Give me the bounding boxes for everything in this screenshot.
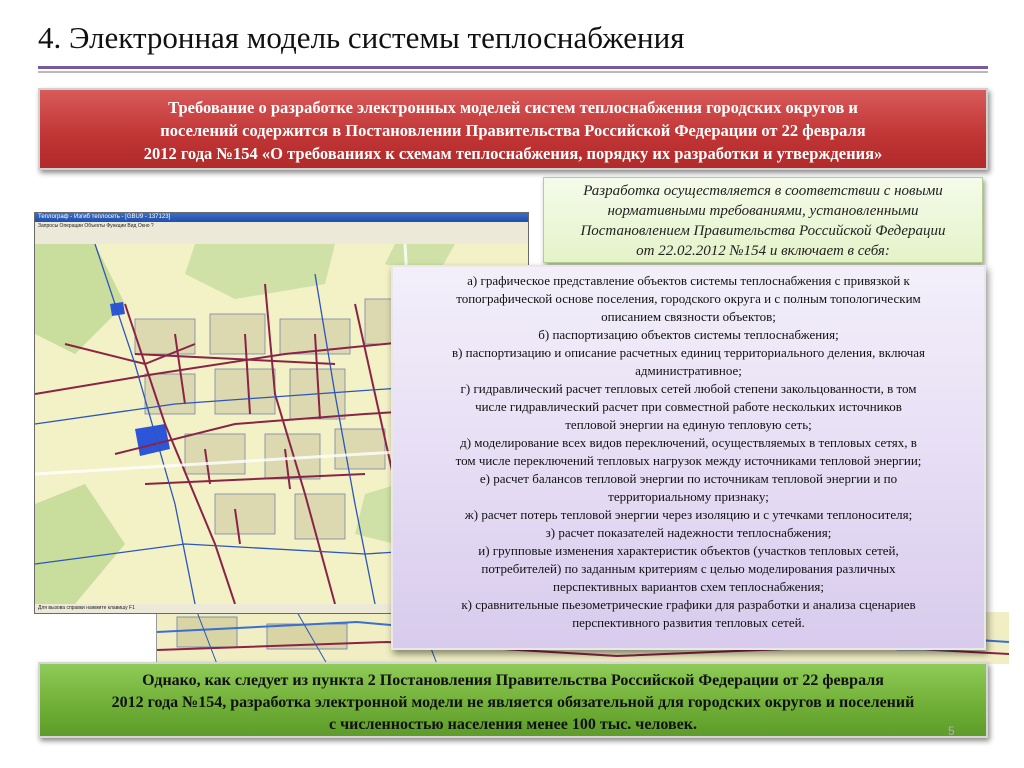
requirement-line: ж) расчет потерь тепловой энергии через изоляцию и с утечками теплоносителя; — [464, 507, 913, 522]
map-window-menubar: Запросы Операции Объекты Функции Вид Окно ? — [35, 222, 528, 230]
requirement-line: перспективных вариантов схем теплоснабжения; — [552, 579, 825, 594]
requirement-line: и) групповые изменения характеристик объектов (участков тепловых сетей, — [478, 543, 899, 558]
map-window-titlebar: Теплограф - Изгиб теплосеть - [GBU9 - 137123] — [35, 213, 528, 222]
conclusion-line-1: Однако, как следует из пункта 2 Постановления Правительства Российской Федерации от 22 февраля — [142, 672, 884, 689]
note-line-4: от 22.02.2012 №154 и включает в себя: — [636, 243, 890, 259]
page-title: 4. Электронная модель системы теплоснабжения — [38, 20, 685, 55]
intro-line-3: 2012 года №154 «О требованиях к схемам теплоснабжения, порядку их разработки и утверждения» — [143, 144, 883, 163]
conclusion-line-3: с численностью населения менее 100 тыс. человек. — [329, 716, 697, 733]
requirement-intro-box — [38, 88, 988, 170]
requirement-line: д) моделирование всех видов переключений, осуществляемых в тепловых сетях, в — [460, 435, 917, 450]
requirement-line: в) паспортизацию и описание расчетных единиц территориального деления, включая — [451, 345, 926, 360]
development-note-box — [543, 177, 983, 263]
requirement-line: б) паспортизацию объектов системы теплоснабжения; — [538, 327, 839, 342]
title-underline-gray — [38, 71, 988, 73]
requirement-line: г) гидравлический расчет тепловых сетей любой степени закольцованности, в том — [460, 381, 917, 396]
requirement-line: числе гидравлический расчет при совместной работе нескольких источников — [475, 399, 902, 414]
intro-line-2: поселений содержится в Постановлении Правительства Российской Федерации от 22 февраля — [160, 121, 866, 140]
requirement-line: топографической основе поселения, городского округа и с полным топологическим — [456, 291, 921, 306]
note-line-1: Разработка осуществляется в соответствии с новыми — [583, 183, 943, 199]
requirement-line: описанием связности объектов; — [601, 309, 776, 324]
requirement-line: территориальному признаку; — [608, 489, 769, 504]
title-underline — [38, 66, 988, 69]
note-line-2: нормативными требованиями, установленными — [607, 203, 919, 219]
requirement-line: тепловой энергии на единую тепловую сеть; — [565, 417, 812, 432]
note-line-3: Постановлением Правительства Российской Федерации — [580, 223, 946, 239]
requirement-line: том числе переключений тепловых нагрузок между источниками тепловой энергии; — [455, 453, 922, 468]
requirement-line: к) сравнительные пьезометрические графики для разработки и анализа сценариев — [461, 597, 916, 612]
requirements-list-box — [391, 265, 986, 650]
map-window-toolbar — [35, 230, 528, 245]
requirement-line: административное; — [635, 363, 742, 378]
map-window-statusbar: Для вызова справки нажмите клавишу F1 — [35, 604, 529, 613]
requirement-line: з) расчет показателей надежности теплоснабжения; — [545, 525, 832, 540]
page-number: 5 — [948, 724, 955, 738]
intro-line-1: Требование о разработке электронных моделей систем теплоснабжения городских округов и — [168, 98, 858, 117]
conclusion-box — [38, 662, 988, 738]
requirement-line: а) графическое представление объектов системы теплоснабжения с привязкой к — [467, 273, 910, 288]
requirement-line: е) расчет балансов тепловой энергии по источникам тепловой энергии и по — [479, 471, 898, 486]
conclusion-line-2: 2012 года №154, разработка электронной модели не является обязательной для городских округов и поселений — [111, 694, 915, 711]
requirement-line: перспективного развития тепловых сетей. — [572, 615, 805, 630]
requirement-line: потребителей) по заданным критериям с целью моделирования различных — [481, 561, 896, 576]
